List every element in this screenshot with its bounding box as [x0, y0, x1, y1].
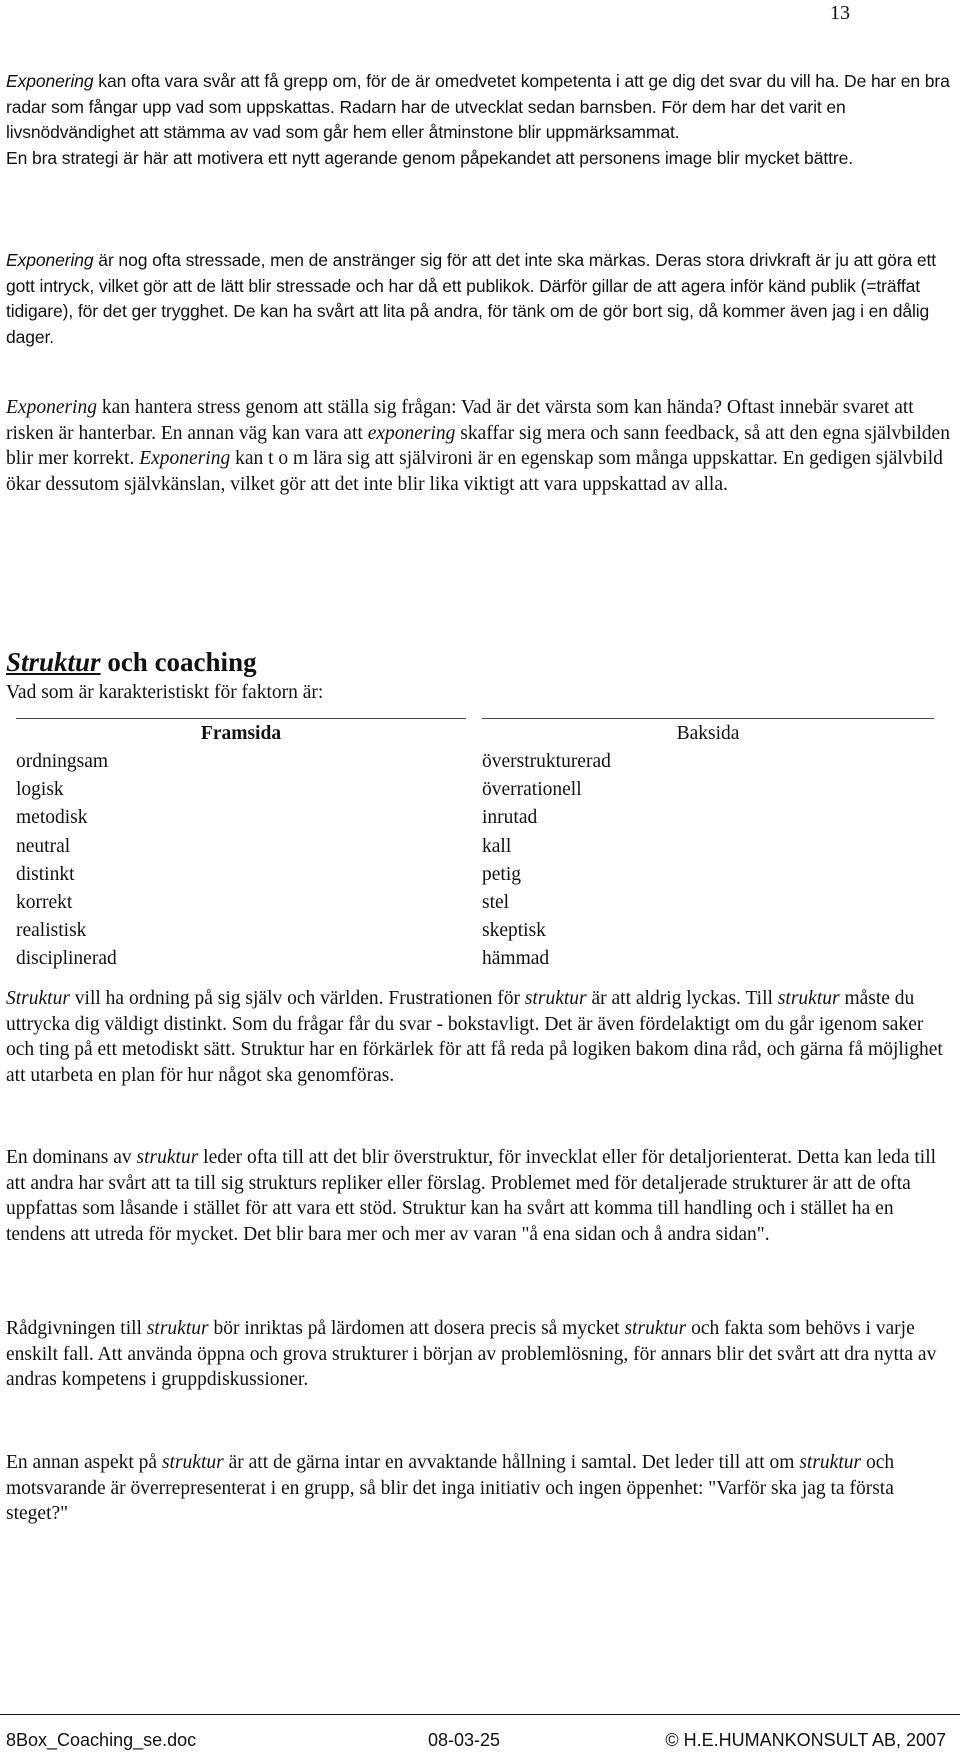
traits-front-header: Framsida [200, 723, 282, 744]
trait-label: neutral [16, 835, 71, 857]
footer-date: 08-03-25 [428, 1730, 501, 1750]
trait-item [482, 832, 934, 860]
trait-label: distinkt [16, 863, 75, 885]
page-number: 13 [830, 2, 850, 24]
traits-front-column [16, 718, 466, 973]
trait-item [482, 747, 934, 775]
footer-divider [0, 1714, 960, 1715]
trait-label: korrekt [16, 891, 73, 913]
trait-label: ordningsam [16, 751, 109, 772]
trait-item [16, 860, 466, 888]
section-subtitle: Vad som är karakteristiskt för faktorn är: [6, 682, 324, 703]
trait-label: stel [482, 891, 510, 913]
trait-item [16, 832, 466, 860]
section-title: Struktur och coaching [6, 647, 257, 677]
footer-copyright: © H.E.HUMANKONSULT AB, 2007 [665, 1730, 946, 1750]
trait-label: disciplinerad [16, 948, 117, 970]
trait-item [482, 916, 934, 944]
intro-paragraph-1a: Exponering kan ofta vara svår att få grepp om, för de är omedvetet kompetenta i att ge dig det svar du vill ha. De har en bra radar som fångar upp vad som uppskattas. Radarn har de utvecklat sedan barnsben. För dem har det varit en livsnödvändighet att stämma av vad som går hem eller åtminstone blir uppmärksammat. [6, 71, 950, 142]
trait-label: realistisk [16, 920, 87, 942]
trait-label: kall [482, 835, 512, 857]
trait-item [482, 775, 934, 803]
footer-filename: 8Box_Coaching_se.doc [6, 1730, 197, 1750]
struktur-paragraph-2: En dominans av struktur leder ofta till att det blir överstruktur, för invecklat eller för detaljorienterat. Detta kan leda till att andra har svårt att ta till sig strukturs repliker eller förslag. Problemet med för detaljerade strukturer är att de ofta uppfattas som låsande i stället för att vara ett stöd. Struktur kan ha svårt att komma till handling och i stället ha en tendens att utreda för mycket. Det blir bara mer och mer av varan "å ena sidan och å andra sidan". [6, 1147, 937, 1245]
struktur-paragraph-1: Struktur vill ha ordning på sig själv och världen. Frustrationen för struktur är att aldrig lyckas. Till struktur måste du uttrycka dig väldigt distinkt. Som du frågar får du svar - bokstavligt. Det är även fördelaktigt om du går igenom saker och ting på ett metodiskt sätt. Struktur har en förkärlek för att få reda på logiken bakom dina råd, och gärna få möjlighet att utarbeta en plan för hur något ska genomföras. [6, 988, 943, 1086]
trait-item [16, 775, 466, 803]
intro-paragraph-3: Exponering kan hantera stress genom att ställa sig frågan: Vad är det värsta som kan hända? Oftast innebär svaret att risken är hanterbar. En annan väg kan vara att exponering skaffar sig mera och sann feedback, så att den egna självbilden blir mer korrekt. Exponering kan t o m lära sig att självironi är en egenskap som många uppskattar. En gedigen självbild ökar dessutom självkänslan, vilket gör att det inte blir lika viktigt att vara uppskattad av alla. [6, 397, 950, 495]
term-exponering: Exponering [6, 250, 94, 270]
traits-back-column [482, 718, 934, 973]
trait-label: metodisk [16, 807, 88, 829]
trait-label: hämmad [482, 948, 550, 970]
trait-label: inrutad [482, 807, 538, 829]
trait-label: skeptisk [482, 920, 546, 942]
intro-paragraph-1b: En bra strategi är här att motivera ett nytt agerande genom påpekandet att personens image blir mycket bättre. [6, 147, 853, 168]
intro-paragraph-2: Exponering är nog ofta stressade, men de anstränger sig för att det inte ska märkas. Deras stora drivkraft är ju att göra ett gott intryck, vilket gör att de lätt blir stressade och har då ett publikok. Därför gillar de att agera inför känd publik (=träffat tidigare), för det ger trygghet. De kan ha svårt att lita på andra, för tänk om de gör bort sig, då kommer även jag i en dålig dager. [6, 250, 937, 347]
trait-item [482, 888, 934, 916]
trait-item [482, 944, 934, 972]
section-title-emphasis: Struktur [6, 647, 101, 677]
trait-label: överstrukturerad [482, 751, 611, 772]
trait-label: petig [482, 863, 521, 885]
struktur-paragraph-3: Rådgivningen till struktur bör inriktas på lärdomen att dosera precis så mycket struktur och fakta som behövs i varje enskilt fall. Att använda öppna och grova strukturer i början av problemlösning, för annars blir det svårt att dra nytta av andras kompetens i gruppdiskussioner. [6, 1318, 937, 1390]
intro-paragraph-1 [6, 69, 952, 171]
struktur-paragraph-4: En annan aspekt på struktur är att de gärna intar en avvaktande hållning i samtal. Det leder till att om struktur och motsvarande är överrepresenterat i en grupp, så blir det inga initiativ och ingen öppenhet: "Varför ska jag ta första steget?" [6, 1452, 895, 1524]
trait-label: logisk [16, 779, 64, 801]
term-exponering: Exponering [6, 71, 94, 91]
trait-label: överrationell [482, 779, 582, 801]
trait-item [16, 916, 466, 944]
term-exponering: Exponering [6, 397, 97, 418]
trait-item [16, 747, 466, 775]
trait-item [16, 888, 466, 916]
trait-item [16, 944, 466, 972]
trait-item [482, 860, 934, 888]
trait-item [482, 803, 934, 831]
traits-back-header: Baksida [676, 723, 740, 744]
trait-item [16, 803, 466, 831]
